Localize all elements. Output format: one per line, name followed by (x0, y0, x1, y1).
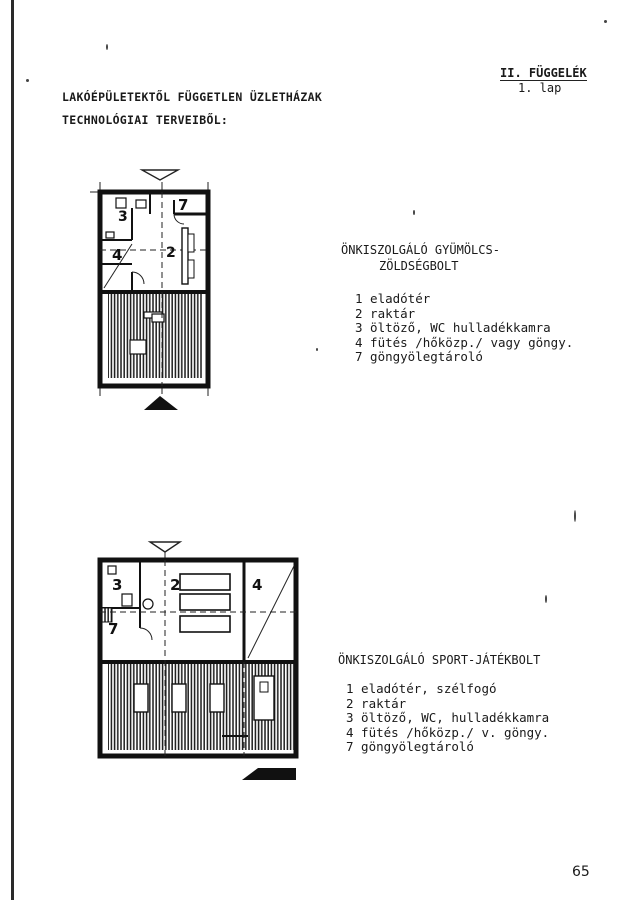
legend-item: 1 eladótér (355, 291, 431, 306)
scan-speck (545, 595, 547, 603)
appendix-sheet: 1. lap (518, 81, 562, 95)
plan2-legend (346, 682, 549, 755)
entrance-marker-bottom (144, 396, 178, 410)
legend-item: 3 öltöző, WC, hulladékkamra (346, 710, 550, 725)
scan-speck (604, 20, 607, 23)
scan-speck (316, 348, 318, 351)
scan-speck (574, 510, 576, 522)
entrance-marker-top (142, 170, 178, 180)
legend-item: 1 eladótér, szélfogó (346, 681, 497, 696)
room-label-2: 2 (170, 576, 181, 594)
entrance-marker-bottom (242, 768, 296, 780)
appendix-title: II. FÜGGELÉK (500, 66, 587, 80)
floor-plan-sport-toy-shop (88, 536, 312, 786)
legend-item: 4 fütés /hőközp./ v. göngy. (346, 724, 550, 740)
sales-area-hatch (108, 294, 202, 378)
legend-item: 4 fütés /hőközp./ vagy göngy. (355, 334, 574, 350)
plan1-legend (355, 292, 573, 365)
page-number: 65 (572, 864, 590, 880)
legend-item: 3 öltöző, WC hulladékkamra (355, 320, 551, 335)
scan-speck (26, 79, 29, 82)
legend-item: 2 raktár (346, 695, 407, 711)
header-line-1: LAKÓÉPÜLETEKTŐL FÜGGETLEN ÜZLETHÁZAK (62, 90, 323, 104)
room-label-7: 7 (178, 196, 189, 214)
legend-item: 7 göngyölegtároló (346, 739, 474, 754)
entrance-marker-top (150, 542, 180, 552)
plan1-title-line1: ÖNKISZOLGÁLÓ GYÜMÖLCS- (341, 243, 500, 257)
room-label-4: 4 (252, 576, 263, 594)
room-label-3: 3 (118, 209, 128, 225)
legend-item: 7 göngyölegtároló (355, 349, 483, 364)
floor-plan-fruit-vegetable-shop (88, 164, 224, 416)
room-label-4: 4 (112, 246, 123, 264)
page-edge-shadow (11, 0, 14, 900)
room-label-7: 7 (108, 620, 119, 638)
scan-speck (106, 44, 108, 50)
header-line-2: TECHNOLÓGIAI TERVEIBŐL: (62, 113, 229, 127)
scan-speck (413, 210, 415, 215)
room-label-2: 2 (166, 245, 176, 261)
appendix-label (500, 66, 587, 95)
room-label-3: 3 (112, 576, 123, 594)
legend-item: 2 raktár (355, 305, 416, 321)
plan2-title: ÖNKISZOLGÁLÓ SPORT-JÁTÉKBOLT (338, 653, 541, 667)
plan1-title-line2: ZÖLDSÉGBOLT (379, 259, 459, 273)
